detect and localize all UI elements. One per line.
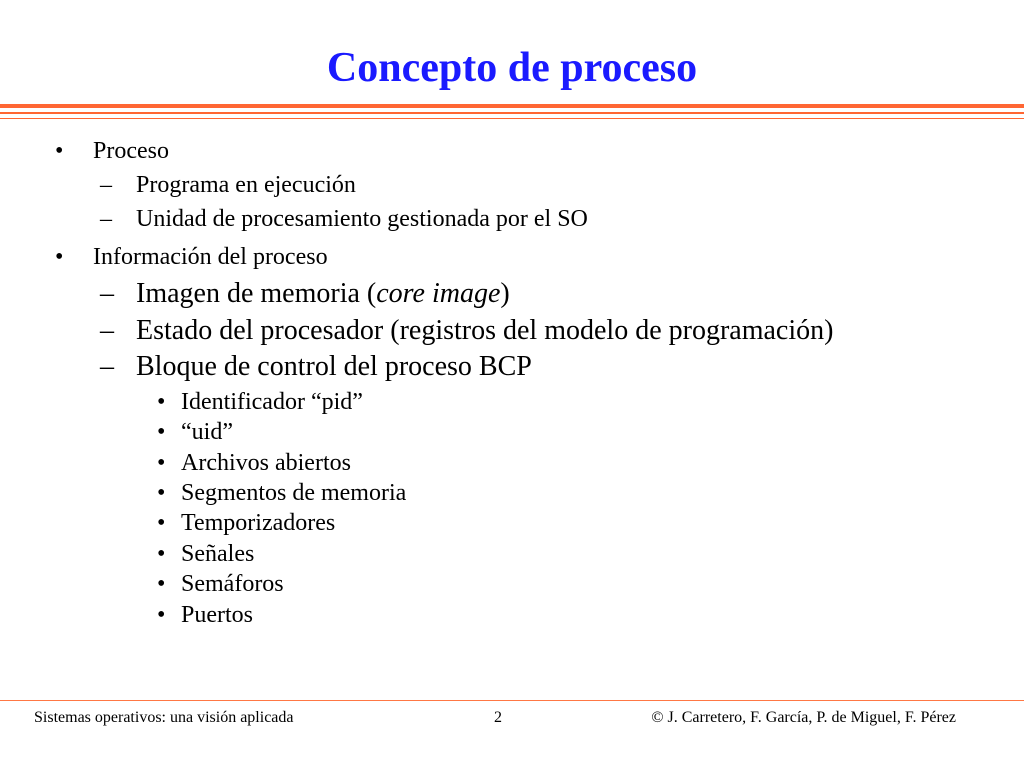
- footer-book-title: Sistemas operativos: una visión aplicada: [34, 709, 294, 726]
- title-rule-thin: [0, 118, 1024, 119]
- slide-title: Concepto de proceso: [326, 45, 698, 91]
- sub-item-text-post: ): [500, 278, 510, 309]
- sub-item-text: [136, 278, 510, 310]
- footer-page-number: 2: [494, 709, 502, 726]
- bullet-marker: •: [157, 510, 166, 536]
- bcp-item-text: Semáforos: [181, 571, 284, 597]
- footer-rule: [0, 700, 1024, 701]
- dash-marker: –: [100, 351, 114, 382]
- bcp-item-text: Segmentos de memoria: [181, 480, 407, 506]
- dash-marker: –: [100, 315, 114, 346]
- bullet-marker: •: [157, 541, 166, 567]
- sub-item-text-pre: Imagen de memoria (: [136, 278, 377, 309]
- sub-item-text: Estado del procesador (registros del modelo de programación): [136, 315, 834, 346]
- footer-authors: © J. Carretero, F. García, P. de Miguel, F. Pérez: [651, 709, 956, 726]
- title-rule-medium: [0, 112, 1024, 114]
- bullet-marker: •: [157, 602, 166, 628]
- title-rule-thick: [0, 104, 1024, 108]
- bcp-item-text: “uid”: [181, 419, 233, 445]
- sub-item-text-italic: core image: [376, 278, 501, 309]
- bullet-text: Proceso: [93, 138, 169, 164]
- bullet-marker: •: [157, 480, 166, 506]
- bullet-marker: •: [157, 571, 166, 597]
- bcp-item-text: Señales: [181, 541, 255, 567]
- bcp-item-text: Archivos abiertos: [181, 450, 351, 476]
- bcp-item-text: Identificador “pid”: [181, 389, 363, 415]
- sub-item-text: Unidad de procesamiento gestionada por el SO: [136, 206, 588, 232]
- bullet-marker: •: [157, 450, 166, 476]
- bullet-marker: •: [157, 419, 166, 445]
- bcp-item-text: Temporizadores: [181, 510, 336, 536]
- bcp-item-text: Puertos: [181, 602, 253, 628]
- bullet-marker: •: [157, 389, 166, 415]
- sub-item-text: Bloque de control del proceso BCP: [136, 351, 532, 382]
- dash-marker: –: [100, 172, 112, 198]
- dash-marker: –: [100, 278, 114, 309]
- sub-item-text: Programa en ejecución: [136, 172, 356, 198]
- bullet-marker: •: [55, 138, 64, 164]
- bullet-marker: •: [55, 244, 64, 270]
- dash-marker: –: [100, 206, 112, 232]
- bullet-text: Información del proceso: [93, 244, 328, 270]
